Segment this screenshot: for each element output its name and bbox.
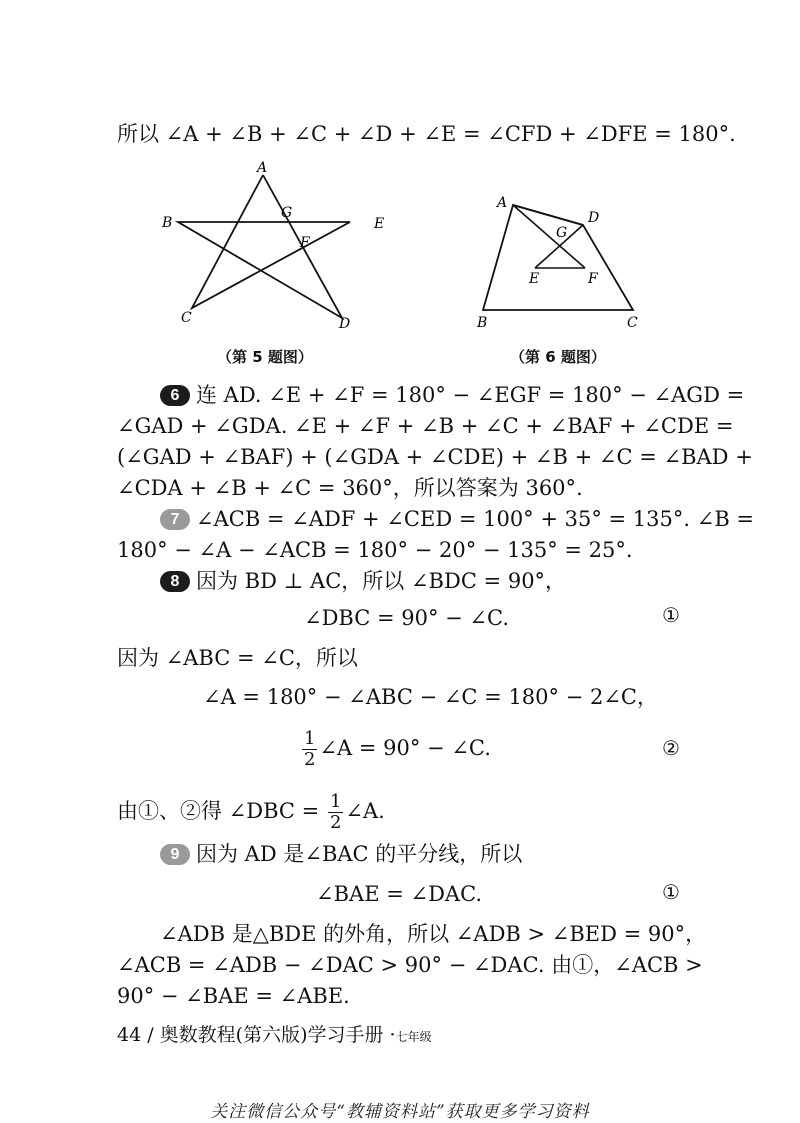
- footer-grade: 七年级: [395, 1030, 432, 1044]
- p9-badge: 9: [160, 844, 190, 865]
- p8-equation-3: [300, 729, 491, 770]
- fig6-label-e: E: [529, 271, 540, 287]
- p6-line-1: [160, 381, 744, 409]
- fig6-label-g: G: [556, 225, 568, 241]
- p8-equation-1: ∠DBC = 90° − ∠C.: [304, 606, 510, 630]
- p8-line-2: 因为 ∠ABC = ∠C，所以: [117, 646, 358, 670]
- p7-badge: 7: [160, 509, 190, 530]
- fraction-half-2: [328, 792, 343, 833]
- page-footer: [117, 1020, 432, 1047]
- p9-line-3: ∠ACB = ∠ADB − ∠DAC > 90° − ∠DAC. 由①，∠ACB >: [117, 953, 703, 977]
- fig5-label-g: G: [281, 205, 293, 221]
- p9-line-2: ∠ADB 是△BDE 的外角，所以 ∠ADB > ∠BED = 90°，: [160, 922, 707, 946]
- footer-title: 44 / 奥数教程(第六版)学习手册 ·: [117, 1024, 396, 1046]
- p6-line-4: ∠CDA + ∠B + ∠C = 360°，所以答案为 360°.: [117, 476, 583, 500]
- fig6-label-f: F: [588, 271, 598, 287]
- p9-line-1: [160, 840, 522, 868]
- circled-mark-3: ①: [662, 880, 680, 904]
- p7-text-1: ∠ACB = ∠ADF + ∠CED = 100° + 35° = 135°. ∠B =: [196, 507, 755, 531]
- fig6-label-a: A: [497, 195, 508, 211]
- fig5-label-d: D: [339, 316, 351, 332]
- figure-5-star: [150, 160, 400, 340]
- fraction-numerator-2: 1: [329, 791, 342, 812]
- fig6-label-d: D: [588, 210, 600, 226]
- p8-line-3-post: ∠A.: [345, 799, 385, 823]
- p7-line-1: [160, 505, 754, 533]
- fraction-half: [302, 729, 317, 770]
- p9-equation-1: ∠BAE = ∠DAC.: [316, 882, 483, 906]
- fig5-label-c: C: [181, 310, 192, 326]
- quadrilateral-abcd: [483, 205, 633, 310]
- p8-badge: 8: [160, 571, 190, 592]
- p6-line-2: ∠GAD + ∠GDA. ∠E + ∠F + ∠B + ∠C + ∠BAF + ∠CDE =: [117, 414, 734, 438]
- p9-text-1: 因为 AD 是∠BAC 的平分线，所以: [196, 842, 523, 866]
- figure-5-caption: （第 5 题图）: [217, 348, 313, 366]
- conclusion-line: 所以 ∠A + ∠B + ∠C + ∠D + ∠E = ∠CFD + ∠DFE = 180°.: [117, 122, 736, 146]
- p6-badge: 6: [160, 385, 190, 406]
- watermark-text: 关注微信公众号“教辅资料站”获取更多学习资料: [210, 1102, 590, 1122]
- fig6-label-c: C: [627, 315, 638, 331]
- fig5-label-b: B: [162, 215, 173, 231]
- p8-equation-3-text: ∠A = 90° − ∠C.: [319, 736, 491, 760]
- circled-mark-1: ①: [662, 603, 680, 627]
- fig5-label-a: A: [257, 160, 268, 176]
- star-lines: [178, 175, 350, 318]
- figure-6-quadrilateral: [477, 190, 660, 335]
- fraction-numerator: 1: [304, 728, 316, 749]
- p9-line-4: 90° − ∠BAE = ∠ABE.: [117, 984, 350, 1008]
- fraction-denominator: 2: [304, 749, 316, 770]
- p6-line-3: (∠GAD + ∠BAF) + (∠GDA + ∠CDE) + ∠B + ∠C = ∠BAD +: [117, 445, 753, 469]
- fig5-label-e: E: [374, 216, 385, 232]
- fig6-label-b: B: [477, 315, 488, 331]
- p8-line-3-pre: 由①、②得 ∠DBC =: [117, 799, 320, 823]
- p8-line-3: [117, 792, 385, 833]
- p8-text-1: 因为 BD ⊥ AC，所以 ∠BDC = 90°，: [196, 569, 567, 593]
- fraction-denominator-2: 2: [329, 812, 342, 833]
- p6-text-1: 连 AD. ∠E + ∠F = 180° − ∠EGF = 180° − ∠AGD =: [196, 383, 745, 407]
- p8-line-1: [160, 567, 566, 595]
- fig5-label-f: F: [300, 235, 310, 251]
- p8-equation-2: ∠A = 180° − ∠ABC − ∠C = 180° − 2∠C，: [203, 685, 658, 709]
- figure-6-caption: （第 6 题图）: [510, 348, 606, 366]
- p7-line-2: 180° − ∠A − ∠ACB = 180° − 20° − 135° = 25°.: [117, 538, 633, 562]
- circled-mark-2: ②: [662, 736, 680, 760]
